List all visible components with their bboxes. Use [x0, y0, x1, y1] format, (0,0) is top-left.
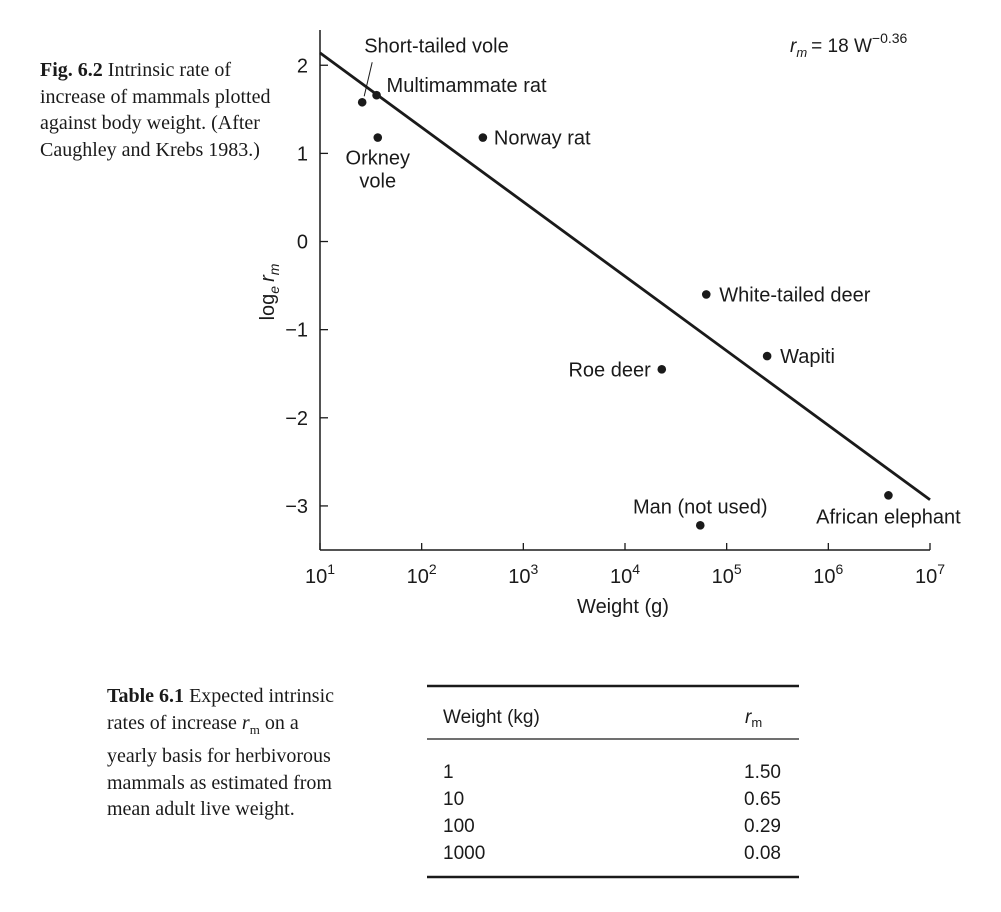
- x-tick-label: [813, 561, 843, 588]
- point-label: Norway rat: [493, 127, 591, 150]
- equation-lhs-sub: m: [796, 45, 808, 60]
- x-tick-label-base: 10: [508, 566, 531, 588]
- data-point: [702, 290, 711, 299]
- table-rows: [443, 762, 781, 864]
- y-axis-label-log: log: [257, 293, 279, 321]
- data-point: [884, 491, 893, 500]
- table-cell-rm: 0.29: [744, 816, 781, 837]
- y-tick-label: 1: [296, 143, 308, 166]
- x-tick-label-base: 10: [406, 566, 429, 588]
- point-label: African elephant: [816, 506, 961, 529]
- x-tick-label: [610, 561, 640, 588]
- equation-lhs-var: r: [790, 36, 797, 57]
- x-axis-label: Weight (g): [577, 596, 669, 618]
- data-point: [373, 133, 382, 142]
- table-header-rm: [745, 707, 762, 730]
- y-tick-label: −1: [285, 319, 308, 342]
- table-caption-text-after: on a yearly basis for herbivorous mammals as estimated from mean adult live weight.: [107, 711, 332, 820]
- data-point: [763, 352, 772, 361]
- x-tick-label: [712, 561, 742, 588]
- table-caption: [107, 683, 337, 823]
- x-tick-label-base: 10: [304, 566, 328, 588]
- point-label-line: Orkney: [345, 147, 411, 170]
- x-tick-label-exp: 3: [530, 561, 539, 577]
- table-caption-text-before: Expected intrinsic rates of increase: [107, 685, 335, 734]
- table-header-weight: Weight (kg): [443, 707, 540, 728]
- y-tick-label: −2: [285, 407, 308, 430]
- y-tick-label: 2: [296, 55, 308, 78]
- x-tick-label-exp: 4: [632, 561, 641, 577]
- data-point: [479, 133, 488, 142]
- data-point: [372, 91, 381, 100]
- x-tick-label: [508, 561, 538, 588]
- point-label: Wapiti: [780, 346, 835, 369]
- x-tick-label-exp: 1: [327, 561, 336, 577]
- table-caption-var: r: [241, 711, 250, 734]
- x-tick-label-base: 10: [609, 566, 633, 588]
- table-cell-rm: 0.65: [744, 789, 781, 810]
- point-label: White-tailed deer: [719, 284, 871, 307]
- table-cell-weight: 1: [443, 762, 454, 783]
- x-tick-label-exp: 7: [937, 561, 946, 577]
- y-tick-label: −3: [285, 495, 308, 518]
- point-label-line: vole: [359, 170, 397, 193]
- table-header-r-sub: m: [751, 715, 763, 730]
- x-tick-label-exp: 5: [733, 561, 742, 577]
- point-label: Roe deer: [568, 359, 651, 382]
- figure-caption-text: Intrinsic rate of increase of mammals plotted against body weight. (After Caughley and Krebs 1983.): [40, 59, 271, 161]
- table-cell-weight: 1000: [443, 843, 486, 864]
- y-axis-label: [257, 263, 282, 320]
- fit-line-group: [320, 53, 930, 500]
- table-header-r: r: [745, 707, 752, 728]
- table-cell-rm: 1.50: [744, 762, 781, 783]
- point-label: Short-tailed vole: [364, 35, 509, 58]
- data-point: [358, 98, 367, 107]
- table-caption-label: Table 6.1: [107, 685, 185, 707]
- x-tick-label: [305, 561, 335, 588]
- table-cell-rm: 0.08: [744, 843, 781, 864]
- fit-line: [320, 53, 930, 500]
- y-axis-label-base: e: [266, 285, 282, 294]
- x-tick-label: [915, 561, 945, 588]
- x-tick-label-exp: 6: [835, 561, 844, 577]
- x-tick-label-base: 10: [914, 566, 938, 588]
- fit-equation: [790, 30, 908, 60]
- y-tick-label: 0: [296, 231, 308, 254]
- figure-caption-label: Fig. 6.2: [40, 59, 103, 81]
- x-tick-label-base: 10: [711, 566, 734, 588]
- table-caption-var-sub: m: [249, 721, 260, 737]
- point-label: [346, 148, 410, 193]
- data-point: [657, 365, 666, 374]
- data-point: [696, 521, 705, 530]
- point-label: Multimammate rat: [386, 75, 547, 98]
- point-label: Man (not used): [633, 496, 768, 519]
- y-axis-label-var-sub: m: [266, 263, 282, 276]
- x-tick-label: [407, 561, 437, 588]
- x-tick-label-exp: 2: [428, 561, 437, 577]
- table-cell-weight: 100: [443, 816, 475, 837]
- x-tick-label-base: 10: [813, 566, 836, 588]
- equation-rhs: = 18 W: [811, 36, 872, 57]
- y-axis-label-var: r: [257, 275, 279, 282]
- equation-exponent: −0.36: [871, 30, 908, 46]
- table-cell-weight: 10: [443, 789, 465, 810]
